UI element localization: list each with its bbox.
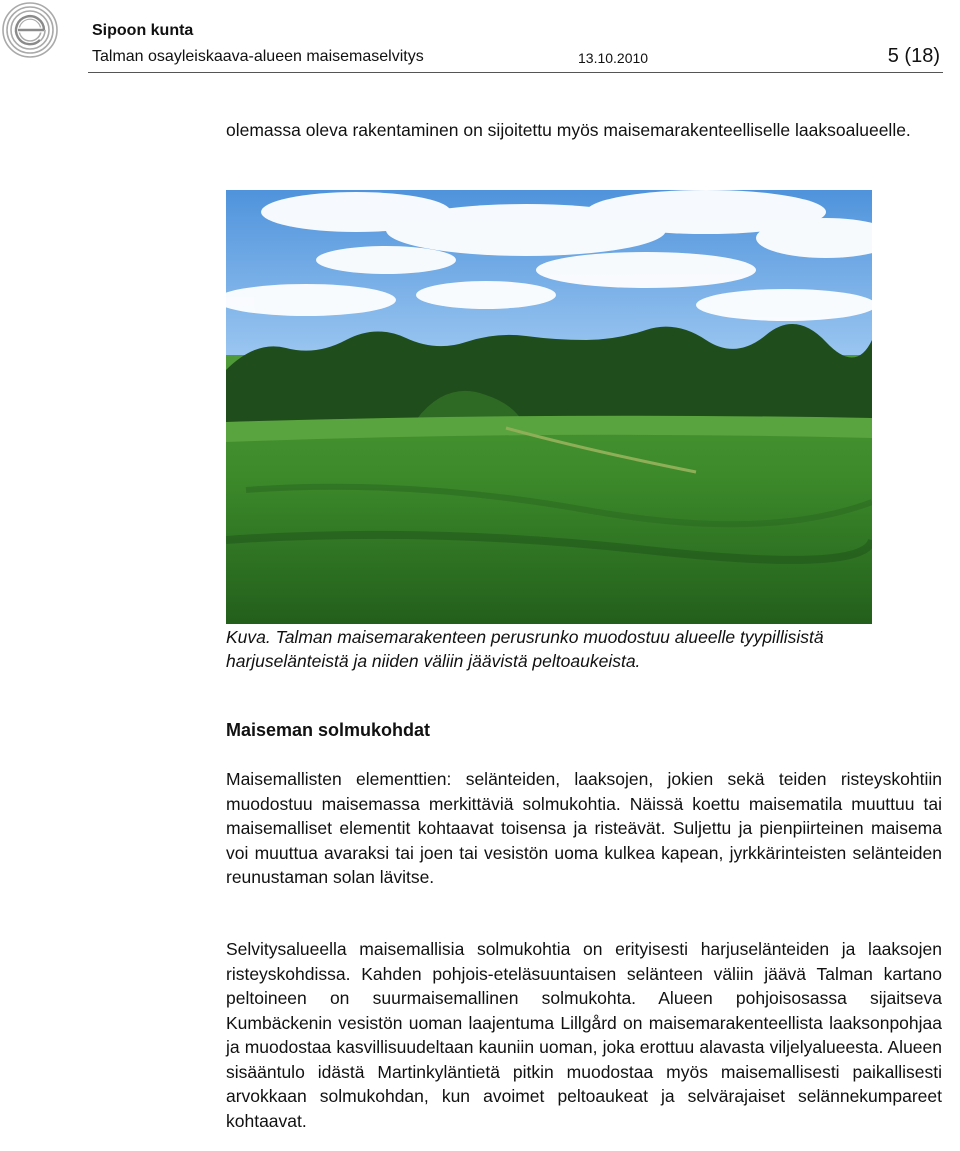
body-paragraph: Selvitysalueella maisemallisia solmukohtia on erityisesti harjuselänteiden ja laaksojen risteyskohdissa. Kahden pohjois-eteläsuuntaisen selänteen väliin jäävä Talman kartano peltoineen on suurmaisemallinen solmukohta. Alueen pohjoisosassa sijaitseva Kumbäckenin vesistön uoman laajentuma Lillgård on maisemarakenteellista laaksonpohjaa ja muodostaa kasvillisuudeltaan kauniin uoman, joka erottuu alavasta viljelyalueesta. Alueen sisääntulo idästä Martinkyläntietä pitkin muodostaa myös maisemallisesti paikallisesti arvokkaan solmukohdan, kun avoimet peltoaukeat ja selvärajaiset selännekumpareet kohtaavat. [226, 939, 942, 1131]
body-paragraph: Maisemallisten elementtien: selänteiden, laaksojen, jokien sekä teiden risteyskohtiin muodostuu maisemassa merkittäviä solmukohtia. Näissä koettu maisematila muuttuu tai maisemalliset elementit kohtaavat toisensa ja risteävät. Suljettu ja pienpiirteinen maisema voi muuttua avaraksi tai joen tai vesistön uoma kulkea kapean, jyrkkärinteisten selänteiden reunustaman solan lävitse. [226, 769, 942, 887]
municipality-logo [0, 0, 62, 62]
landscape-photo [226, 190, 872, 624]
intro-paragraph: olemassa oleva rakentaminen on sijoitettu myös maisemarakenteelliselle laaksoalueelle. [226, 120, 911, 140]
document-title: Talman osayleiskaava-alueen maisemaselvitys [92, 48, 424, 65]
section-heading: Maiseman solmukohdat [226, 720, 431, 740]
page-number: 5 (18) [887, 45, 940, 67]
document-date: 13.10.2010 [578, 50, 649, 66]
header-divider [88, 72, 943, 73]
organization-name: Sipoon kunta [92, 22, 194, 39]
figure-caption: Kuva. Talman maisemarakenteen perusrunko muodostuu alueelle tyypillisistä harjuselänteistä ja niiden väliin jäävistä peltoaukeista. [226, 627, 824, 671]
